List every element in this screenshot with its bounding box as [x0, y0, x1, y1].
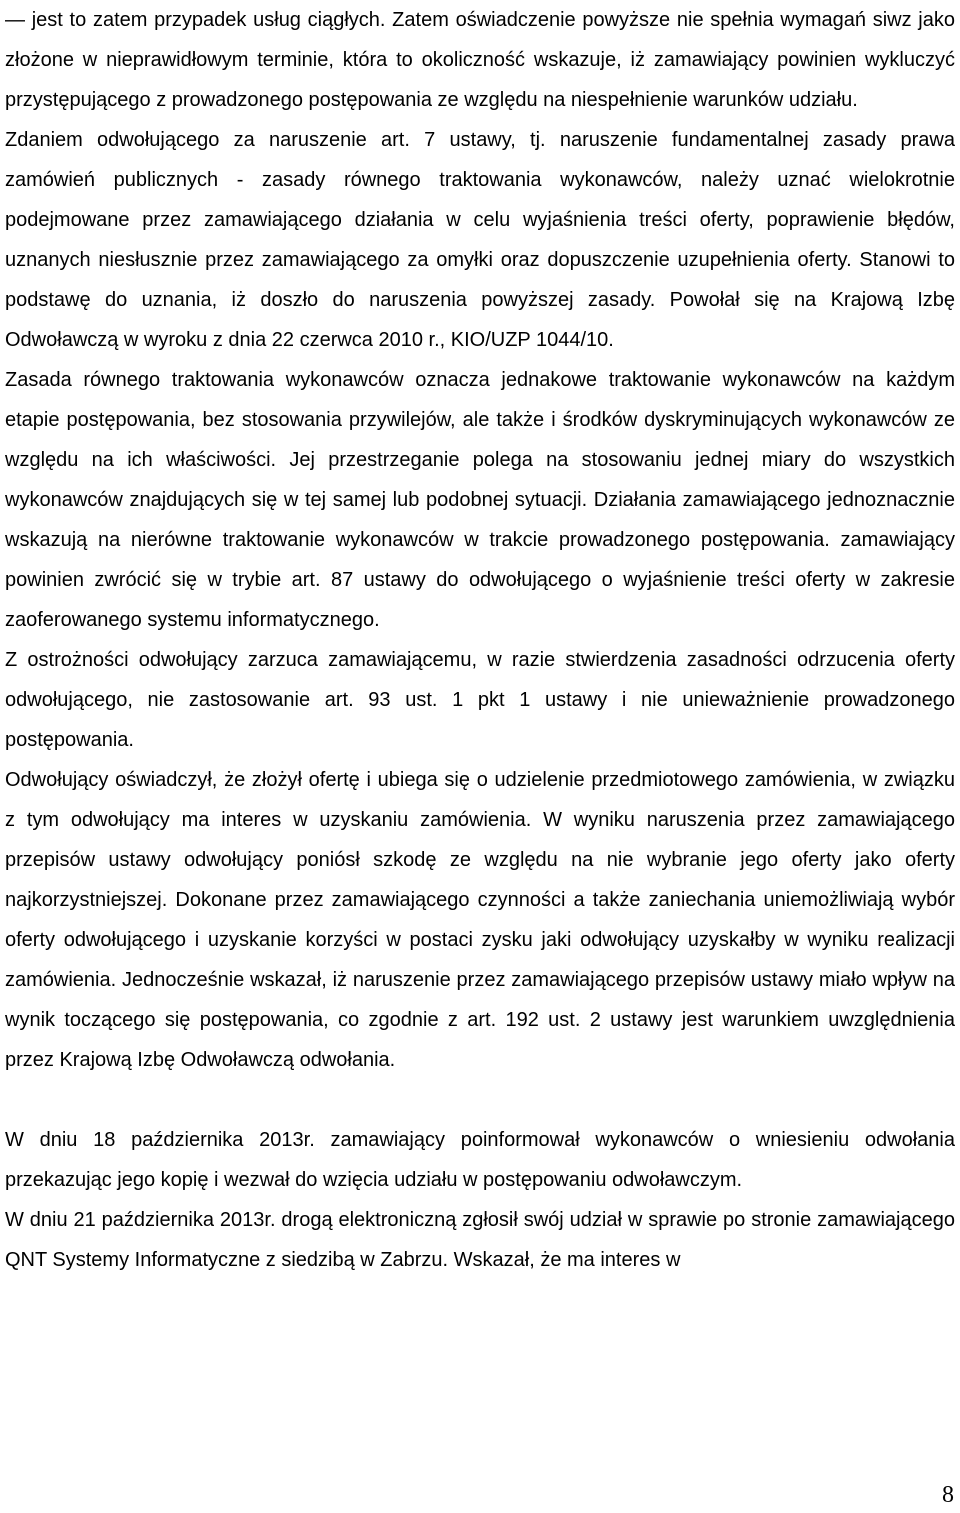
page-number: 8 — [942, 1482, 954, 1508]
paragraph-equal-treatment-violation: Zdaniem odwołującego za naruszenie art. 7 ustawy, tj. naruszenie fundamentalnej zasady prawa zamówień publicznych - zasady równego traktowania wykonawców, należy uznać wielokrotnie podejmowane przez zamawiającego działania w celu wyjaśnienia treści oferty, poprawienie błędów, uznanych niesłusznie przez zamawiającego za omyłki oraz dopuszczenie uzupełnienia oferty. Stanowi to podstawę do uznania, iż doszło do naruszenia powyższej zasady. Powołał się na Krajową Izbę Odwoławczą w wyroku z dnia 22 czerwca 2010 r., KIO/UZP 1044/10. — [5, 129, 955, 351]
paragraph-notification-18-october: W dniu 18 października 2013r. zamawiający poinformował wykonawców o wniesieniu odwołania przekazując jego kopię i wezwał do wzięcia udziału w postępowaniu odwoławczym. — [5, 1129, 955, 1191]
paragraph-precaution-claim: Z ostrożności odwołujący zarzuca zamawiającemu, w razie stwierdzenia zasadności odrzucenia oferty odwołującego, nie zastosowanie art. 93 ust. 1 pkt 1 ustawy i nie unieważnienie prowadzonego postępowania. — [5, 649, 955, 751]
document-page — [5, 0, 955, 1513]
paragraph-appellant-interest: Odwołujący oświadczył, że złożył ofertę i ubiega się o udzielenie przedmiotowego zamówienia, w związku z tym odwołujący ma interes w uzyskaniu zamówienia. W wyniku naruszenia przez zamawiającego przepisów ustawy odwołujący poniósł szkodę ze względu na nie wybranie jego oferty jako oferty najkorzystniejszej. Dokonane przez zamawiającego czynności a także zaniechania uniemożliwiają wybór oferty odwołującego i uzyskanie korzyści w postaci zysku jaki odwołujący uzyskałby w wyniku realizacji zamówienia. Jednocześnie wskazał, iż naruszenie przez zamawiającego przepisów ustawy miało wpływ na wynik toczącego się postępowania, co zgodnie z art. 192 ust. 2 ustawy jest warunkiem uwzględnienia przez Krajową Izbę Odwoławczą odwołania. — [5, 769, 955, 1071]
paragraph-accession-21-october: W dniu 21 października 2013r. drogą elektroniczną zgłosił swój udział w sprawie po stronie zamawiającego QNT Systemy Informatyczne z siedzibą w Zabrzu. Wskazał, że ma interes w — [5, 1209, 955, 1271]
paragraph-service-continuity: — jest to zatem przypadek usług ciągłych. Zatem oświadczenie powyższe nie spełnia wymagań siwz jako złożone w nieprawidłowym terminie, która to okoliczność wskazuje, iż zamawiający powinien wykluczyć przystępującego z prowadzonego postępowania ze względu na niespełnienie warunków udziału. — [5, 9, 955, 111]
paragraph-equal-treatment-principle: Zasada równego traktowania wykonawców oznacza jednakowe traktowanie wykonawców na każdym etapie postępowania, bez stosowania przywilejów, ale także i środków dyskryminujących wykonawców ze względu na ich właściwości. Jej przestrzeganie polega na stosowaniu jednej miary do wszystkich wykonawców znajdujących się w tej samej lub podobnej sytuacji. Działania zamawiającego jednoznacznie wskazują na nierówne traktowanie wykonawców w trakcie prowadzonego postępowania. zamawiający powinien zwrócić się w trybie art. 87 ustawy do odwołującego o wyjaśnienie treści oferty w zakresie zaoferowanego systemu informatycznego. — [5, 369, 955, 631]
paragraph-gap — [5, 1080, 955, 1120]
